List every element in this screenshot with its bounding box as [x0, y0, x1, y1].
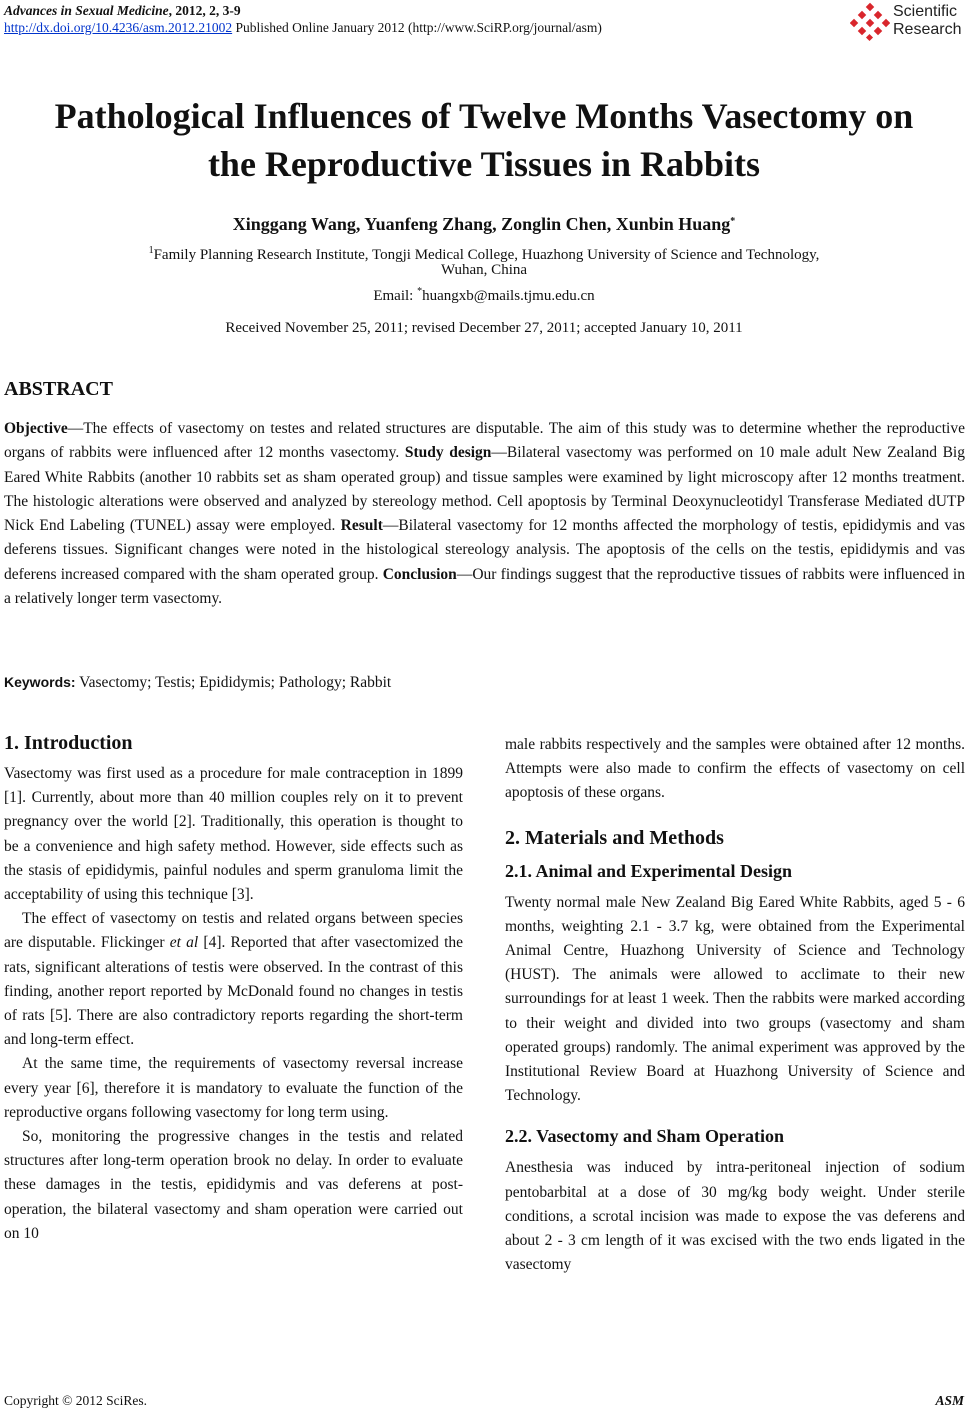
corresponding-mark: * — [730, 216, 736, 227]
objective-label: Objective — [4, 420, 68, 437]
email-mark: * — [417, 286, 423, 297]
intro-paragraph-4-continued: male rabbits respectively and the samples were obtained after 12 months. Attempts were also made to confirm the effects of vasectomy on cell apoptosis of these organs. — [505, 736, 965, 802]
title-line-2: the Reproductive Tissues in Rabbits — [207, 144, 761, 184]
footer-journal-abbr: ASM — [935, 1393, 964, 1408]
right-column — [505, 733, 965, 1277]
email-address: huangxb@mails.tjmu.edu.cn — [422, 288, 595, 304]
publication-info: Published Online January 2012 (http://www.SciRP.org/journal/asm) — [232, 20, 602, 35]
intro-p2-part-a: The effect of vasectomy on testis and related organs between species are disputable. Flickinger — [4, 910, 463, 952]
logo-word-2: Research — [893, 21, 962, 38]
section-2-2-heading: 2.2. Vasectomy and Sham Operation — [505, 1126, 785, 1147]
section-2-2-text: Anesthesia was induced by intra-peritoneal injection of sodium pentobarbital at a dose of 30 mg/kg body weight. Under sterile conditions, a scrotal incision was made to expose the vas deferens and about 2 - 3 cm length of it was excised with the two ends ligated in the vasectomy — [505, 1159, 965, 1274]
author-list — [0, 214, 968, 235]
objective-text: —The effects of vasectomy on testes and related structures are disputable. The aim of this study was to determine whether the reproductive organs of rabbits were influenced after 12 months vasectomy. — [4, 420, 965, 462]
abstract-heading: ABSTRACT — [4, 378, 113, 400]
intro-p2-part-b: [4]. Reported that after vasectomized the rats, significant alterations of testis were observed. In the contrast of this finding, another report reported by McDonald found no changes in testis of rats [5]. There are also contradictory reports regarding the short-term and long-term effect. — [4, 934, 464, 1049]
scientific-research-logo-icon — [850, 2, 890, 42]
journal-volume-pages: , 2012, 2, 3-9 — [168, 3, 241, 18]
intro-paragraph-2 — [4, 907, 463, 1052]
keywords-label: Keywords: — [4, 674, 76, 690]
intro-heading: 1. Introduction — [4, 732, 133, 754]
abstract-text — [4, 417, 965, 611]
section-2-1-text: Twenty normal male New Zealand Big Eared White Rabbits, aged 5 - 6 months, weighting 2.1 - 3.7 kg, were obtained from the Experimental Animal Centre, Huazhong University of Science and Technology (HUST). The animals were allowed to acclimate to their new surroundings for at least 1 week. Then the rabbits were marked according to their weight and divided into two groups (vasectomy and sham operated groups) randomly. The animal experiment was approved by the Institutional Review Board at Huazhong University of Science and Technology. — [505, 893, 965, 1105]
methods-heading: 2. Materials and Methods — [505, 826, 724, 849]
left-column — [4, 730, 463, 1246]
conclusion-text: —Our findings suggest that the reproductive tissues of rabbits were influenced in a relatively longer term vasectomy. — [4, 565, 965, 608]
doi-line — [4, 20, 602, 36]
result-label: Result — [340, 517, 383, 535]
paper-title — [0, 92, 968, 188]
title-line-1: Pathological Influences of Twelve Months Vasectomy on — [54, 96, 914, 136]
journal-name: Advances in Sexual Medicine — [4, 3, 169, 18]
affiliation-line-2: Wuhan, China — [440, 262, 528, 278]
result-text: —Bilateral vasectomy for 12 months affected the morphology of testis, epididymis and vas deferens tissues. Significant changes were noted in the histological stereology analysis. The apoptosis of the cells on the testis, epididymis and vas deferens increased compared with the sham operated group. — [4, 517, 965, 583]
footer-copyright: Copyright © 2012 SciRes. — [4, 1393, 148, 1408]
affiliation-mark: 1 — [148, 245, 154, 256]
intro-paragraph-1: Vasectomy was first used as a procedure for male contraception in 1899 [1]. Currently, about more than 40 million couples rely on it to prevent pregnancy over the world [2]. Traditionally, this operation is thought to be a convenience and high safety method. However, side effects such as the stasis of epididymis, painful nodules and sperm granuloma limit the acceptability of using this technique [3]. — [4, 765, 463, 904]
intro-paragraph-3: At the same time, the requirements of vasectomy reversal increase every year [6], therefore it is mandatory to evaluate the function of the reproductive organs following vasectomy for long term using. — [4, 1055, 463, 1121]
email-line — [0, 282, 968, 306]
received-dates: Received November 25, 2011; revised December 27, 2011; accepted January 10, 2011 — [225, 320, 743, 336]
design-text: —Bilateral vasectomy was performed on 10 male adult New Zealand Big Eared White Rabbits (another 10 rabbits set as sham operated group) and tissue samples were examined by light microscopy after 12 months treatment. The histologic alterations were observed and analyzed by stereology method. Cell apoptosis by Terminal Deoxynucleotidyl Transferase Mediated dUTP Nick End Labeling (TUNEL) assay were employed. — [4, 444, 965, 535]
section-2-1-heading: 2.1. Animal and Experimental Design — [505, 860, 793, 881]
email-prefix: Email: — [373, 288, 418, 304]
publisher-logo — [850, 1, 968, 43]
journal-header — [4, 3, 241, 19]
design-label: Study design — [404, 444, 492, 462]
affiliation-text: Family Planning Research Institute, Tongji Medical College, Huazhong University of Science and Technology, — [153, 247, 820, 263]
intro-paragraph-4: So, monitoring the progressive changes in the testis and related structures after long-term operation brook no delay. In order to evaluate these damages in the testis, epididymis and vas deferens at post-operation, the bilateral vasectomy and sham operation were carried out on 10 — [4, 1128, 463, 1242]
keywords — [4, 674, 391, 692]
author-names: Xinggang Wang, Yuanfeng Zhang, Zonglin Chen, Xunbin Huang — [232, 214, 731, 234]
logo-word-1: Scientific — [893, 3, 958, 20]
keywords-text: Vasectomy; Testis; Epididymis; Pathology; Rabbit — [75, 674, 392, 691]
doi-link[interactable]: http://dx.doi.org/10.4236/asm.2012.21002 — [4, 20, 233, 35]
intro-p2-etal: et al — [169, 934, 199, 952]
conclusion-label: Conclusion — [382, 565, 457, 583]
